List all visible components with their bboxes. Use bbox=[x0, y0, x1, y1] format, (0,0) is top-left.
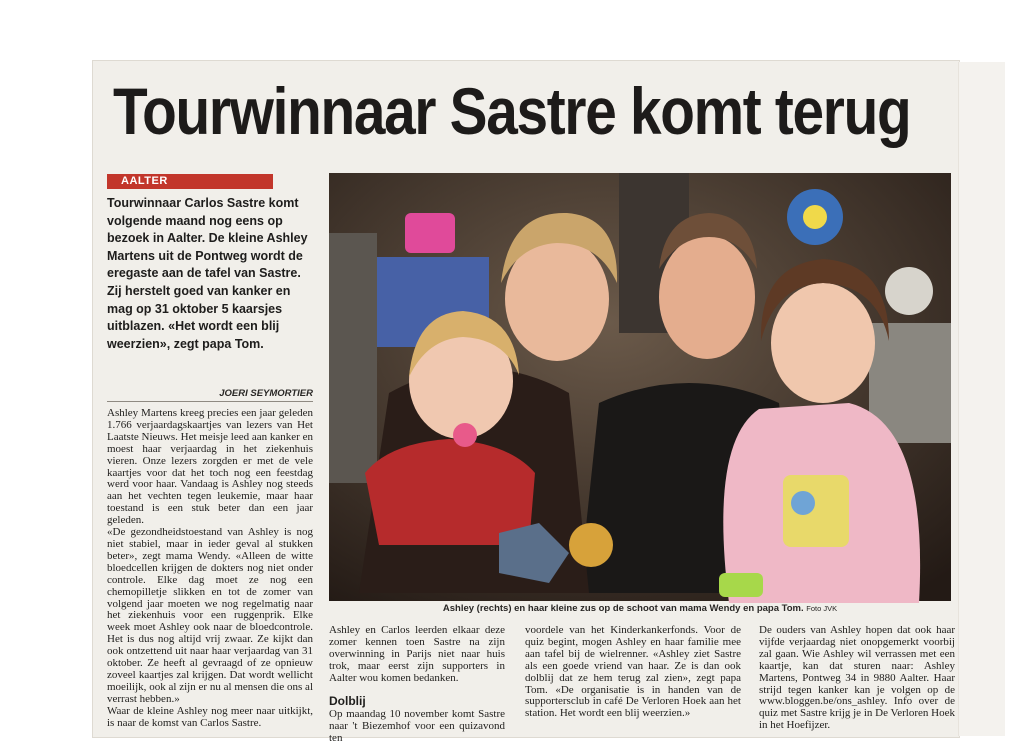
body-paragraph: «De gezondheidstoestand van Ashley is nog niet stabiel, maar in ieder geval al stukken beter», zegt mama Wendy. «Alleen de witte bloedcellen krijgen de dokters nog niet onder controle. Elke dag moet ze nog een chemopilletje slikken en tot de zomer van volgend jaar moeten we nog regelmatig naar het ziekenhuis voor een ruggenprik. Elke week moet Ashley ook naar de bloedcontrole. Het is dus nog altijd vrij zwaar. Ze kijkt dan ook ontzettend uit naar haar verjaardag van 31 oktober. Ze heeft al gevraagd of ze opnieuw zoveel kaartjes zal krijgen. Dat wordt wellicht moeilijk, ook al zijn er nu al mensen die ons al verrast hebben.» bbox=[107, 526, 313, 705]
byline: JOERI SEYMORTIER bbox=[107, 388, 313, 402]
headline: Tourwinnaar Sastre komt terug bbox=[113, 74, 911, 148]
section-tag: AALTER bbox=[107, 174, 273, 189]
body-paragraph: Waar de kleine Ashley nog meer naar uitkijkt, is naar de komst van Carlos Sastre. bbox=[107, 704, 313, 729]
adjacent-page-edge bbox=[958, 62, 1005, 736]
body-paragraph: Ashley en Carlos leerden elkaar deze zomer kennen toen Sastre na zijn overwinning in Parijs niet naar huis trok, maar eerst zijn supporters in Aalter wou komen bedanken. bbox=[329, 624, 505, 684]
newspaper-clipping bbox=[92, 60, 960, 745]
subheading: Dolblij bbox=[329, 693, 366, 708]
family-photo-illustration bbox=[329, 173, 951, 601]
body-column-3 bbox=[525, 625, 741, 720]
lead-paragraph: Tourwinnaar Carlos Sastre komt volgende maand nog eens op bezoek in Aalter. De kleine Ashley Martens uit de Pontweg wordt de eregaste aan de tafel van Sastre. Zij herstelt goed van kanker en mag op 31 oktober 5 kaarsjes uitblazen. «Het wordt een blij weerzien», zegt papa Tom. bbox=[107, 196, 308, 351]
photo-caption bbox=[329, 603, 951, 614]
body-column-2 bbox=[329, 625, 505, 745]
body-column-4 bbox=[759, 625, 955, 732]
body-paragraph: Op maandag 10 november komt Sastre naar 't Biezemhof voor een quizavond ten bbox=[329, 708, 505, 745]
body-paragraph: Ashley Martens kreeg precies een jaar geleden 1.766 verjaardagskaartjes van lezers van Het Laatste Nieuws. Het meisje leed aan kanker en moest haar verjaardag in het ziekenhuis vieren. Onze lezers zorgden er met de vele kaartjes voor dat het toch nog een feestdag werd voor haar. Vandaag is Ashley nog steeds aan het vechten tegen leukemie, maar haar toestand is een stuk beter dan een jaar geleden. bbox=[107, 407, 313, 527]
body-paragraph: voordele van het Kinderkankerfonds. Voor de quiz begint, mogen Ashley en haar familie mee aan tafel bij de wielrenner. «Ashley ziet Sastre als een goede vriend van haar. Ze is dan ook dolblij dat ze hem terug zal zien», zegt papa Tom. «De organisatie is in handen van de supportersclub in café De Verloren Hoek aan het station. Het wordt een blij weerzien.» bbox=[525, 624, 741, 720]
body-paragraph: De ouders van Ashley hopen dat ook haar vijfde verjaardag niet onopgemerkt voorbij zal gaan. Wie Ashley wil verrassen met een kaartje, kan dat sturen naar: Ashley Martens, Pontweg 34 in 9880 Aalter. Haar strijd tegen kanker kan je volgen op de www.bloggen.be/ons_ashley. Info over de quiz met Sastre krijg je in De Verloren Hoek in het Hoefijzer. bbox=[759, 624, 955, 732]
photo-credit: Foto JVK bbox=[806, 604, 838, 613]
caption-text: Ashley (rechts) en haar kleine zus op de schoot van mama Wendy en papa Tom. bbox=[442, 603, 804, 614]
body-column-1 bbox=[107, 408, 313, 729]
family-photo bbox=[329, 173, 951, 601]
